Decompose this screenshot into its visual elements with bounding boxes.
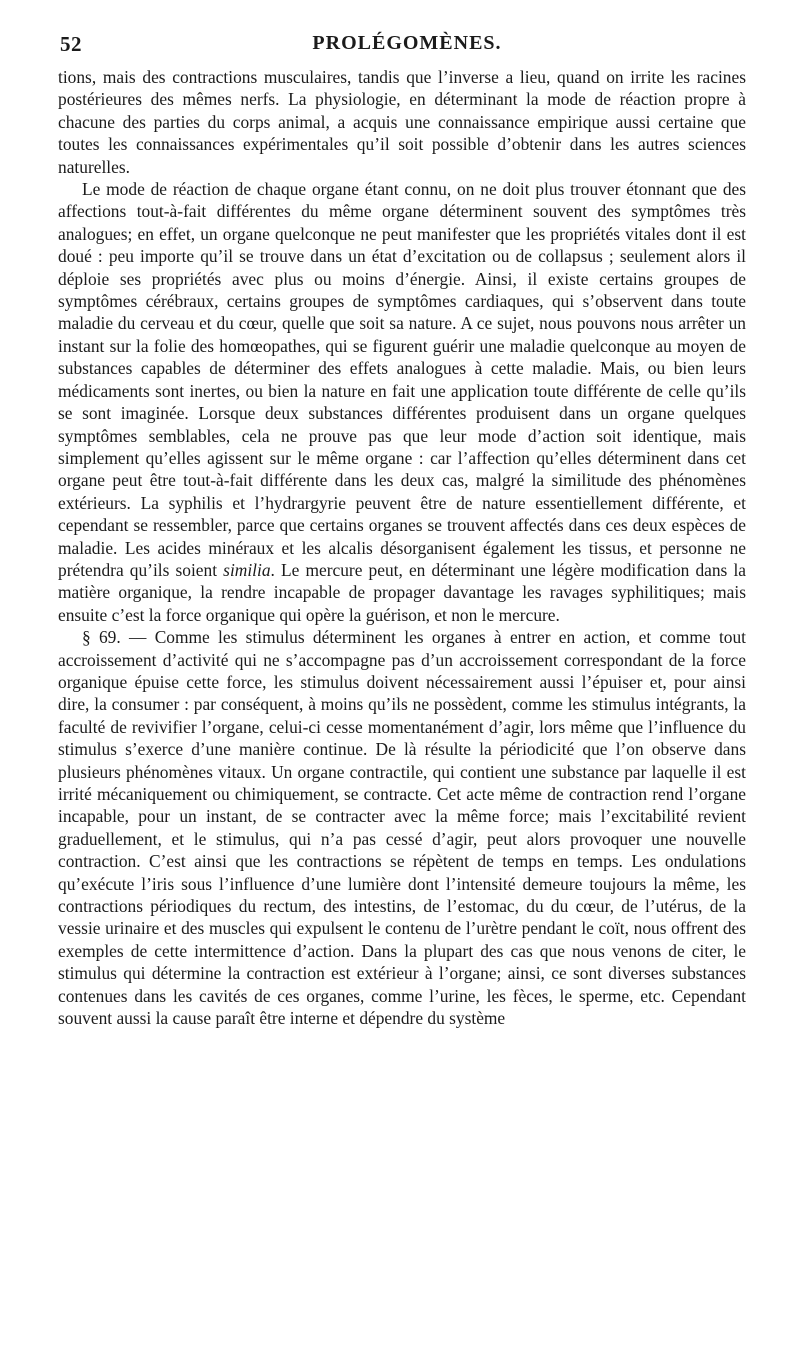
page-number: 52 (60, 32, 82, 56)
paragraph-2-italic-term: similia (223, 559, 271, 580)
page-header (58, 26, 746, 60)
running-title: PROLÉGOMÈNES. (312, 32, 502, 54)
body-text (58, 66, 746, 1029)
paragraph-1: tions, mais des contractions musculaires, tandis que l’inverse a lieu, quand on irrite les racines postérieures des mêmes nerfs. La physiologie, en déterminant la mode de réaction propre à chacune des parties du corps animal, a acquis une connaissance empirique aussi certaine que toutes les connaissances expérimentales qu’il soit possible d’obtenir dans les autres sciences naturelles. (58, 67, 746, 177)
paragraph-2-text-before: Le mode de réaction de chaque organe étant connu, on ne doit plus trouver étonnant que des affections tout-à-fait différentes du même organe déterminent souvent des symptômes très analogues; en effet, un organe quelconque ne peut manifester que les propriétés vitales dont il est doué : peu importe qu’il se trouve dans un état d’excitation ou de collapsus ; seulement alors il déploie ses propriétés avec plus ou moins d’énergie. Ainsi, il existe certains groupes de symptômes cérébraux, certains groupes de symptômes cardiaques, qui s’observent dans toute maladie du cerveau et du cœur, quelle que soit sa nature. A ce sujet, nous pouvons nous arrêter un instant sur la folie des homœopathes, qui se figurent guérir une maladie quelconque au moyen de substances capables de déterminer des effets analogues à cette maladie. Mais, ou bien leurs médicaments sont inertes, ou bien la nature en fait une application toute différente de celle qu’ils se sont imaginée. Lorsque deux substances différentes produisent dans un organe quelques symptômes semblables, cela ne prouve pas que leur mode d’action soit identique, mais simplement qu’elles agissent sur le même organe : car l’affection qu’elles déterminent dans cet organe peut être tout-à-fait différente dans les deux cas, malgré la similitude des phénomènes extérieurs. La syphilis et l’hydrargyrie peuvent être de nature essentiellement différente, et cependant se ressembler, parce que certains organes se trouvent affectés dans ces deux espèces de maladie. Les acides minéraux et les alcalis désorganisent également les tissus, et personne ne prétendra qu’ils soient (58, 179, 746, 580)
paragraph-2 (58, 178, 746, 626)
book-page (58, 26, 746, 1029)
paragraph-2-text-after: . Le mercure peut, en déterminant une légère modification dans la matière organique, la rendre incapable de propager davantage les ravages syphilitiques; mais ensuite c’est la force organique qui opère la guérison, et non le mercure. (58, 559, 746, 625)
paragraph-3-section-69: § 69. — Comme les stimulus déterminent les organes à entrer en action, et comme tout accroissement d’activité qui ne s’accompagne pas d’un accroissement correspondant de la force organique épuise cette force, les stimulus doivent nécessairement aussi l’épuiser et, pour ainsi dire, la consumer : par conséquent, à moins qu’ils ne possèdent, comme les stimulus intégrants, la faculté de revivifier l’organe, celui-ci cesse momentanément d’agir, lors même que l’influence du stimulus s’exerce d’une manière continue. De là résulte la périodicité que l’on observe dans plusieurs phénomènes vitaux. Un organe contractile, qui contient une substance par laquelle il est irrité mécaniquement ou chimiquement, se contracte. Cet acte même de contraction rend l’organe incapable, pour un instant, de se contracter avec la même force; mais l’excitabilité revient graduellement, et le stimulus, qui n’a pas cessé d’agir, peut alors provoquer une nouvelle contraction. C’est ainsi que les contractions se répètent de temps en temps. Les ondulations qu’exécute l’iris sous l’influence d’une lumière dont l’intensité demeure toujours la même, les contractions périodiques du rectum, des intestins, de l’estomac, du du cœur, de l’utérus, de la vessie urinaire et des muscles qui expulsent le contenu de l’urètre pendant le coït, nous offrent des exemples de cette intermittence d’action. Dans la plupart des cas que nous venons de citer, le stimulus qui détermine la contraction est extérieur à l’organe; ainsi, ce sont diverses substances contenues dans les cavités de ces organes, comme l’urine, les fèces, le sperme, etc. Cependant souvent aussi la cause paraît être interne et dépendre du système (58, 627, 746, 1029)
